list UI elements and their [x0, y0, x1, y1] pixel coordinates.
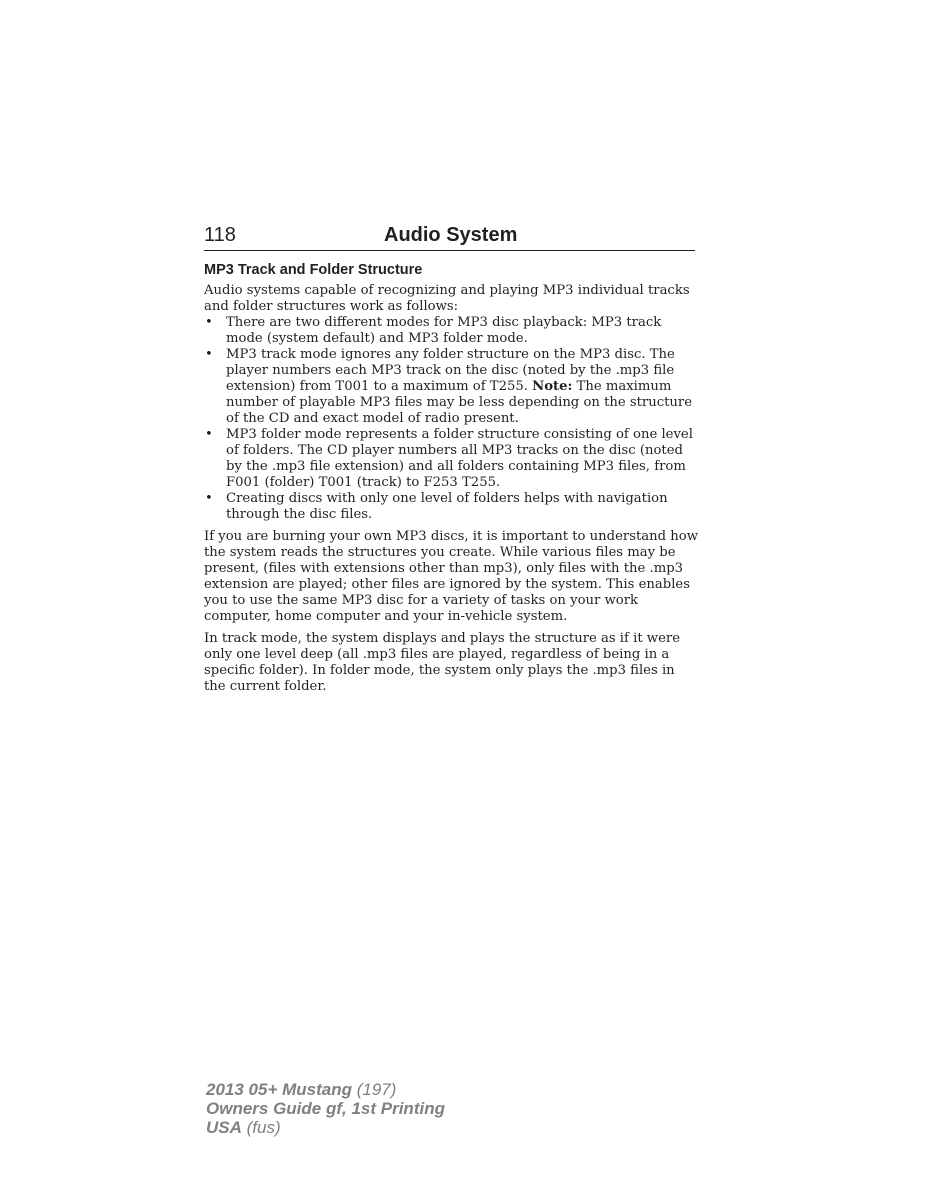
footer-model: 2013 05+ Mustang — [206, 1080, 352, 1099]
footer-region-code: (fus) — [241, 1118, 281, 1137]
footer-model-code: (197) — [352, 1080, 397, 1099]
bullet-icon: • — [205, 315, 213, 330]
bullet-icon: • — [205, 347, 213, 362]
bullet-list — [204, 315, 699, 523]
list-item — [204, 315, 699, 347]
footer-guide: Owners Guide gf, 1st Printing — [206, 1099, 445, 1118]
list-item — [204, 491, 699, 523]
track-mode-paragraph: In track mode, the system displays and plays the structure as if it were only one level deep (all .mp3 files are played, regardless of being in a specific folder). In folder mode, the system only plays the .mp3 files in the current folder. — [204, 631, 681, 694]
list-item-text: The maximum number of playable MP3 files may be less depending on the structure of the CD and exact model of radio present. — [226, 379, 693, 426]
note-label: Note: — [532, 379, 573, 394]
list-item — [204, 427, 699, 491]
intro-paragraph: Audio systems capable of recognizing and playing MP3 individual tracks and folder structures work as follows: — [204, 283, 690, 314]
list-item-text: MP3 folder mode represents a folder structure consisting of one level of folders. The CD player numbers all MP3 tracks on the disc (noted by the .mp3 file extension) and all folders containing MP3 files, from F001 (folder) T001 (track) to F253 T255. — [226, 427, 693, 490]
page-footer — [206, 1080, 445, 1137]
bullet-icon: • — [205, 491, 213, 506]
footer-line-2 — [206, 1099, 445, 1118]
page-number: 118 — [204, 224, 236, 246]
section-title: Audio System — [384, 224, 518, 246]
burning-paragraph: If you are burning your own MP3 discs, it is important to understand how the system reads the structures you create. While various files may be present, (files with extensions other than mp3), only files with the .mp3 extension are played; other files are ignored by the system. This enables you to use the same MP3 disc for a variety of tasks on your work computer, home computer and your in-vehicle system. — [204, 529, 698, 624]
main-content — [204, 261, 699, 695]
bullet-icon: • — [205, 427, 213, 442]
list-item-text: Creating discs with only one level of folders helps with navigation through the disc files. — [226, 491, 668, 522]
footer-line-3 — [206, 1118, 445, 1137]
list-item — [204, 347, 699, 427]
footer-line-1 — [206, 1080, 445, 1099]
list-item-text: MP3 track mode ignores any folder structure on the MP3 disc. The player numbers each MP3 track on the disc (noted by the .mp3 file extension) from T001 to a maximum of T255. — [226, 347, 675, 394]
footer-region: USA — [206, 1118, 242, 1137]
subheading: MP3 Track and Folder Structure — [204, 262, 423, 278]
page-header — [204, 222, 695, 251]
list-item-text: There are two different modes for MP3 disc playback: MP3 track mode (system default) and MP3 folder mode. — [226, 315, 662, 346]
